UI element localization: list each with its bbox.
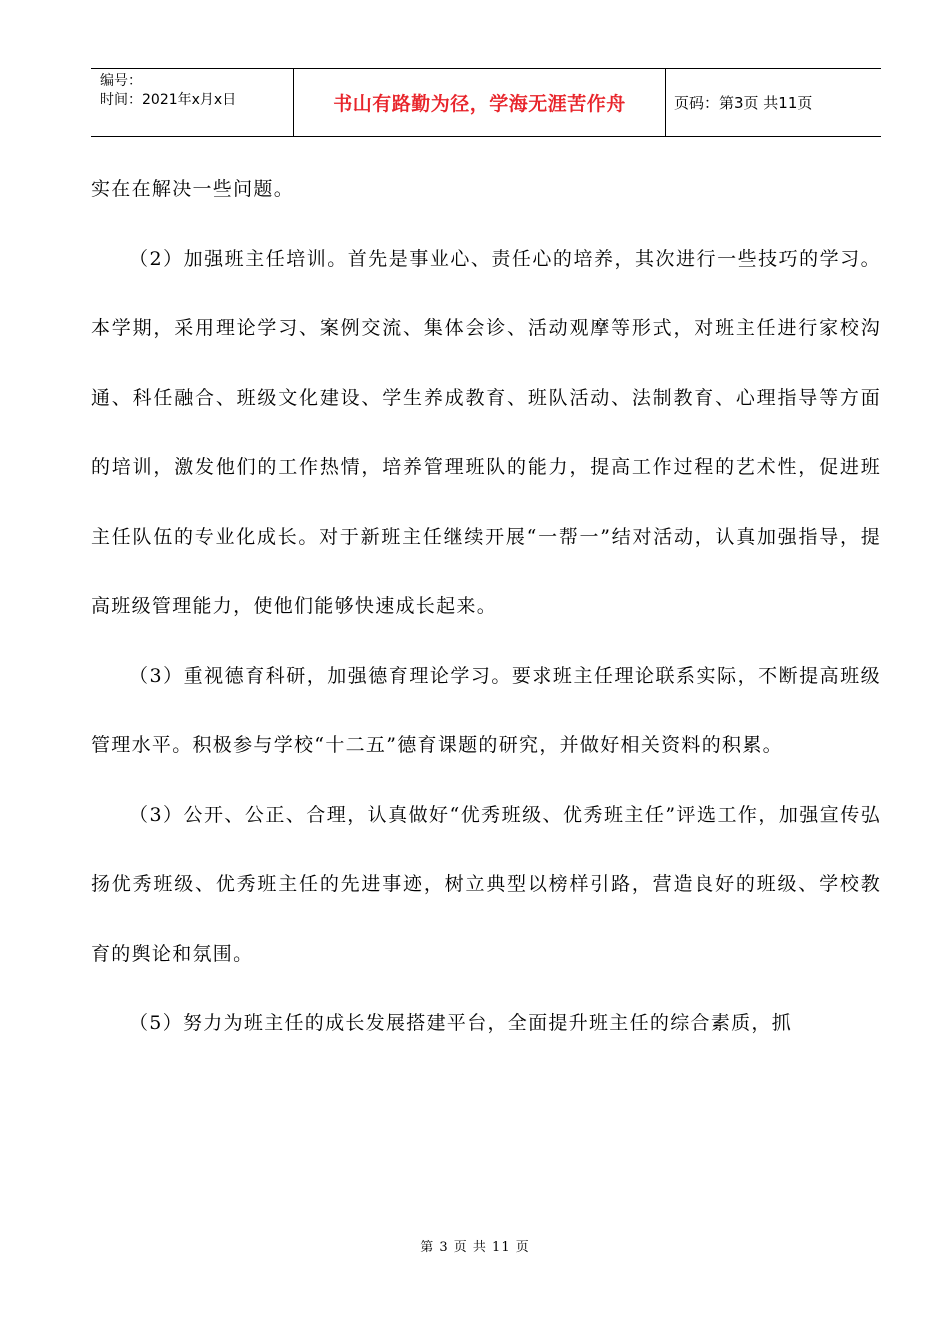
paragraph-continuation: 实在在解决一些问题。	[91, 178, 295, 200]
paragraph-growth-platform: （5）努力为班主任的成长发展搭建平台，全面提升班主任的综合素质，抓	[129, 1012, 792, 1034]
serial-label: 编号：	[100, 73, 142, 89]
page-footer: 第 3 页 共 11 页	[420, 1240, 530, 1255]
header-motto: 书山有路勤为径，学海无涯苦作舟	[293, 69, 666, 136]
paragraph-moral-research: （3）重视德育科研，加强德育理论学习。要求班主任理论联系实际，不断提高班级管理水平。积极参与学校“十二五”德育课题的研究，并做好相关资料的积累。	[91, 664, 881, 756]
page-header	[91, 68, 881, 137]
document-body	[91, 155, 881, 1059]
paragraph-teacher-training: （2）加强班主任培训。首先是事业心、责任心的培养，其次进行一些技巧的学习。本学期，采用理论学习、案例交流、集体会诊、活动观摩等形式，对班主任进行家校沟通、科任融合、班级文化建设、学生养成教育、班队活动、法制教育、心理指导等方面的培训，激发他们的工作热情，培养管理班队的能力，提高工作过程的艺术性，促进班主任队伍的专业化成长。对于新班主任继续开展“一帮一”结对活动，认真加强指导，提高班级管理能力，使他们能够快速成长起来。	[91, 247, 881, 617]
time-label: 时间：2021年x月x日	[100, 92, 237, 108]
header-page-info: 页码：第3页 共11页	[674, 94, 813, 112]
header-meta	[91, 69, 293, 136]
paragraph-excellence-evaluation: （3）公开、公正、合理，认真做好“优秀班级、优秀班主任”评选工作，加强宣传弘扬优秀班级、优秀班主任的先进事迹，树立典型以榜样引路，营造良好的班级、学校教育的舆论和氛围。	[91, 803, 881, 965]
